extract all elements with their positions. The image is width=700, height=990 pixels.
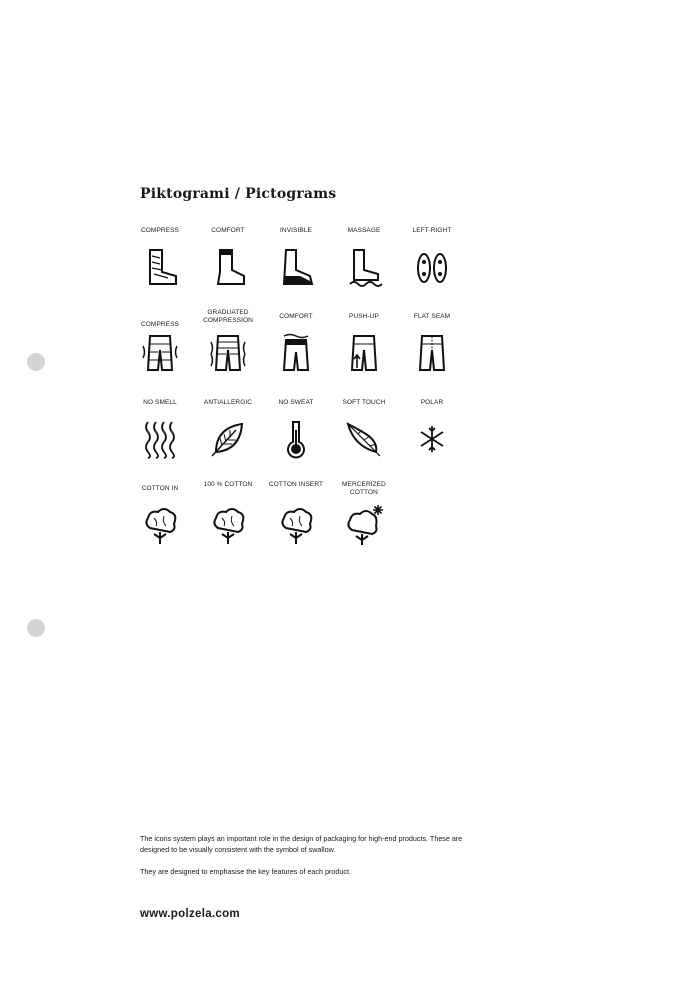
pictogram-comfort	[194, 224, 262, 310]
pictogram-soft-touch	[330, 396, 398, 482]
pictogram-label: GRADUATED COMPRESSION	[203, 309, 253, 324]
punch-hole-top	[27, 353, 45, 371]
pictogram-no-sweat	[262, 396, 330, 482]
feather-icon	[344, 418, 384, 460]
pictogram-label: INVISIBLE	[280, 227, 312, 234]
pictogram-100-cotton	[194, 482, 262, 568]
pictogram-label: NO SWEAT	[278, 399, 314, 406]
pictogram-label: MERCERIZED COTTON	[342, 481, 386, 496]
page-title: Piktogrami / Pictograms	[140, 186, 337, 202]
pictogram-label: NO SMELL	[143, 399, 177, 406]
pictogram-label: MASSAGE	[347, 227, 381, 234]
pictogram-row	[126, 482, 466, 568]
pictogram-label: COMPRESS	[140, 227, 179, 234]
pictogram-mercerized-cotton	[330, 482, 398, 568]
legs-flatseam-icon	[412, 332, 452, 374]
foot-compress-icon	[140, 246, 180, 288]
cotton-icon	[208, 504, 248, 546]
legs-compress-icon	[140, 332, 180, 374]
pictogram-label: COTTON INSERT	[268, 481, 324, 488]
legs-comfort-icon	[276, 332, 316, 374]
leaf-icon	[208, 418, 248, 460]
pictogram-label: COMFORT	[279, 313, 313, 320]
pictogram-compress-legs	[126, 310, 194, 396]
pictogram-cotton-insert	[262, 482, 330, 568]
pictogram-push-up	[330, 310, 398, 396]
sock-comfort-icon	[208, 246, 248, 288]
pictogram-invisible	[262, 224, 330, 310]
snowflake-icon	[412, 418, 452, 460]
cotton-star-icon	[344, 504, 384, 546]
pictogram-row	[126, 224, 466, 310]
thermometer-icon	[276, 418, 316, 460]
pictogram-label: 100 % COTTON	[203, 481, 253, 488]
footprints-icon	[412, 246, 452, 288]
pictogram-row	[126, 396, 466, 482]
pictogram-label: LEFT-RIGHT	[412, 227, 452, 234]
pictogram-label: COMPRESS	[140, 321, 179, 328]
pictogram-left-right	[398, 224, 466, 310]
pictogram-flat-seam	[398, 310, 466, 396]
cotton-icon	[140, 504, 180, 546]
pictogram-label: COTTON IN	[141, 485, 179, 492]
wavy-lines-icon	[140, 418, 180, 460]
pictogram-antiallergic	[194, 396, 262, 482]
foot-massage-icon	[344, 246, 384, 288]
website-link[interactable]: www.polzela.com	[140, 908, 240, 920]
description	[140, 833, 470, 877]
punch-hole-bottom	[27, 619, 45, 637]
pictogram-compress	[126, 224, 194, 310]
pictogram-no-smell	[126, 396, 194, 482]
pictogram-polar	[398, 396, 466, 482]
pictogram-comfort-legs	[262, 310, 330, 396]
pictogram-grid	[126, 224, 466, 568]
pictogram-cotton-in	[126, 482, 194, 568]
description-paragraph-2: They are designed to emphasise the key features of each product.	[140, 867, 351, 876]
legs-pushup-icon	[344, 332, 384, 374]
legs-graduated-icon	[208, 332, 248, 374]
pictogram-label: COMFORT	[211, 227, 245, 234]
foot-invisible-icon	[276, 246, 316, 288]
pictogram-graduated-compression	[194, 310, 262, 396]
pictogram-label: SOFT TOUCH	[342, 399, 386, 406]
cotton-icon	[276, 504, 316, 546]
pictogram-label: ANTIALLERGIC	[203, 399, 253, 406]
pictogram-row	[126, 310, 466, 396]
pictogram-label: PUSH-UP	[349, 313, 379, 320]
pictogram-label: POLAR	[420, 399, 444, 406]
description-paragraph-1: The icons system plays an important role in the design of packaging for high-end products. These are designed to be visually consistent with the symbol of swallow.	[140, 834, 463, 854]
pictogram-massage	[330, 224, 398, 310]
pictogram-label: FLAT SEAM	[413, 313, 451, 320]
